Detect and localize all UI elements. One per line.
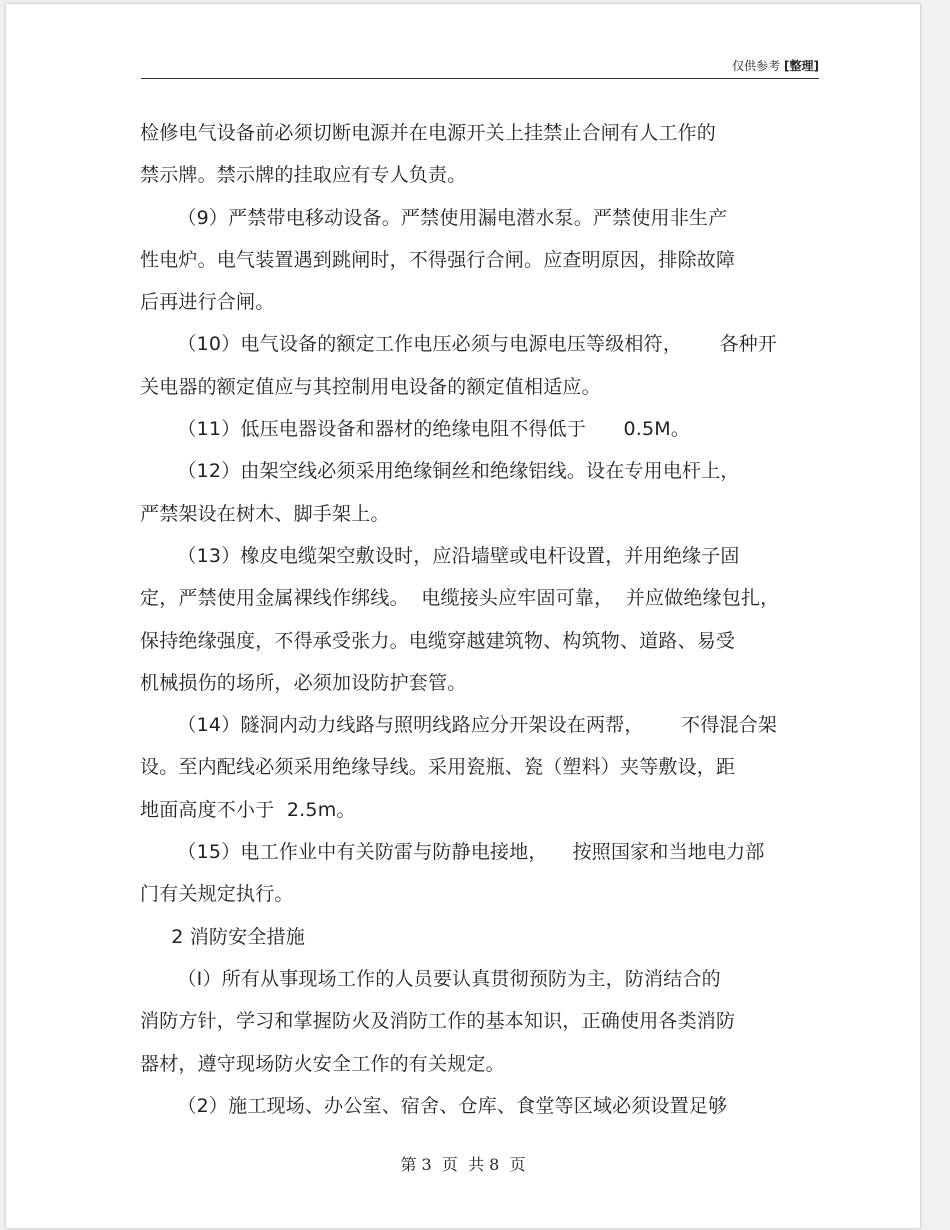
text-line: （10）电气设备的额定工作电压必须与电源电压等级相符， 各种开 [140,333,778,356]
text-line: （12）由架空线必须采用绝缘铜丝和绝缘铝线。设在专用电杆上， [140,460,740,483]
section-heading: 2 消防安全措施 [140,925,305,948]
text-line: 消防方针，学习和掌握防火及消防工作的基本知识，正确使用各类消防 [140,1010,736,1033]
text-line: （15）电工作业中有关防雷与防静电接地， 按照国家和当地电力部 [140,841,765,864]
text-line: 检修电气设备前必须切断电源并在电源开关上挂禁止合闸有人工作的 [140,122,717,144]
text-line: 保持绝缘强度，不得承受张力。电缆穿越建筑物、构筑物、道路、易受 [140,629,736,652]
text-line: 器材，遵守现场防火安全工作的有关规定。 [140,1052,505,1075]
text-line: （11）低压电器设备和器材的绝缘电阻不得低于 0.5M。 [140,418,691,441]
text-line: 后再进行合闸。 [140,291,275,314]
header-tag: [整理] [784,59,819,73]
text-line: （2）施工现场、办公室、宿舍、仓库、食堂等区域必须设置足够 [140,1094,728,1117]
text-line: 设。至内配线必须采用绝缘导线。采用瓷瓶、瓷（塑料）夹等敷设，距 [140,756,736,779]
text-line: 严禁架设在树木、脚手架上。 [140,502,390,525]
body-text [140,112,820,1127]
text-line: 性电炉。电气装置遇到跳闸时，不得强行合闸。应查明原因，排除故障 [140,248,736,271]
page-footer: 第 3 页 共 8 页 [400,1155,526,1174]
text-line: 门有关规定执行。 [140,883,294,906]
text-line: 地面高度不小于 2.5m。 [140,798,356,821]
page-header [141,56,819,79]
header-text: 仅供参考 [732,59,781,73]
text-line: 定，严禁使用金属裸线作绑线。 电缆接头应牢固可靠， 并应做绝缘包扎， [140,587,780,610]
text-line: 机械损伤的场所，必须加设防护套管。 [140,671,467,694]
text-line: （14）隧洞内动力线路与照明线路应分开架设在两帮， 不得混合架 [140,714,778,737]
text-line: 禁示牌。禁示牌的挂取应有专人负责。 [140,164,467,187]
text-line: （13）橡皮电缆架空敷设时，应沿墙壁或电杆设置，并用绝缘子固 [140,544,740,567]
text-line: （9）严禁带电移动设备。严禁使用漏电潜水泵。严禁使用非生产 [140,206,728,229]
text-line: 关电器的额定值应与其控制用电设备的额定值相适应。 [140,375,601,398]
text-line: （Ⅰ）所有从事现场工作的人员要认真贯彻预防为主，防消结合的 [140,967,721,990]
header-label [732,57,819,74]
document-page [6,4,920,1228]
